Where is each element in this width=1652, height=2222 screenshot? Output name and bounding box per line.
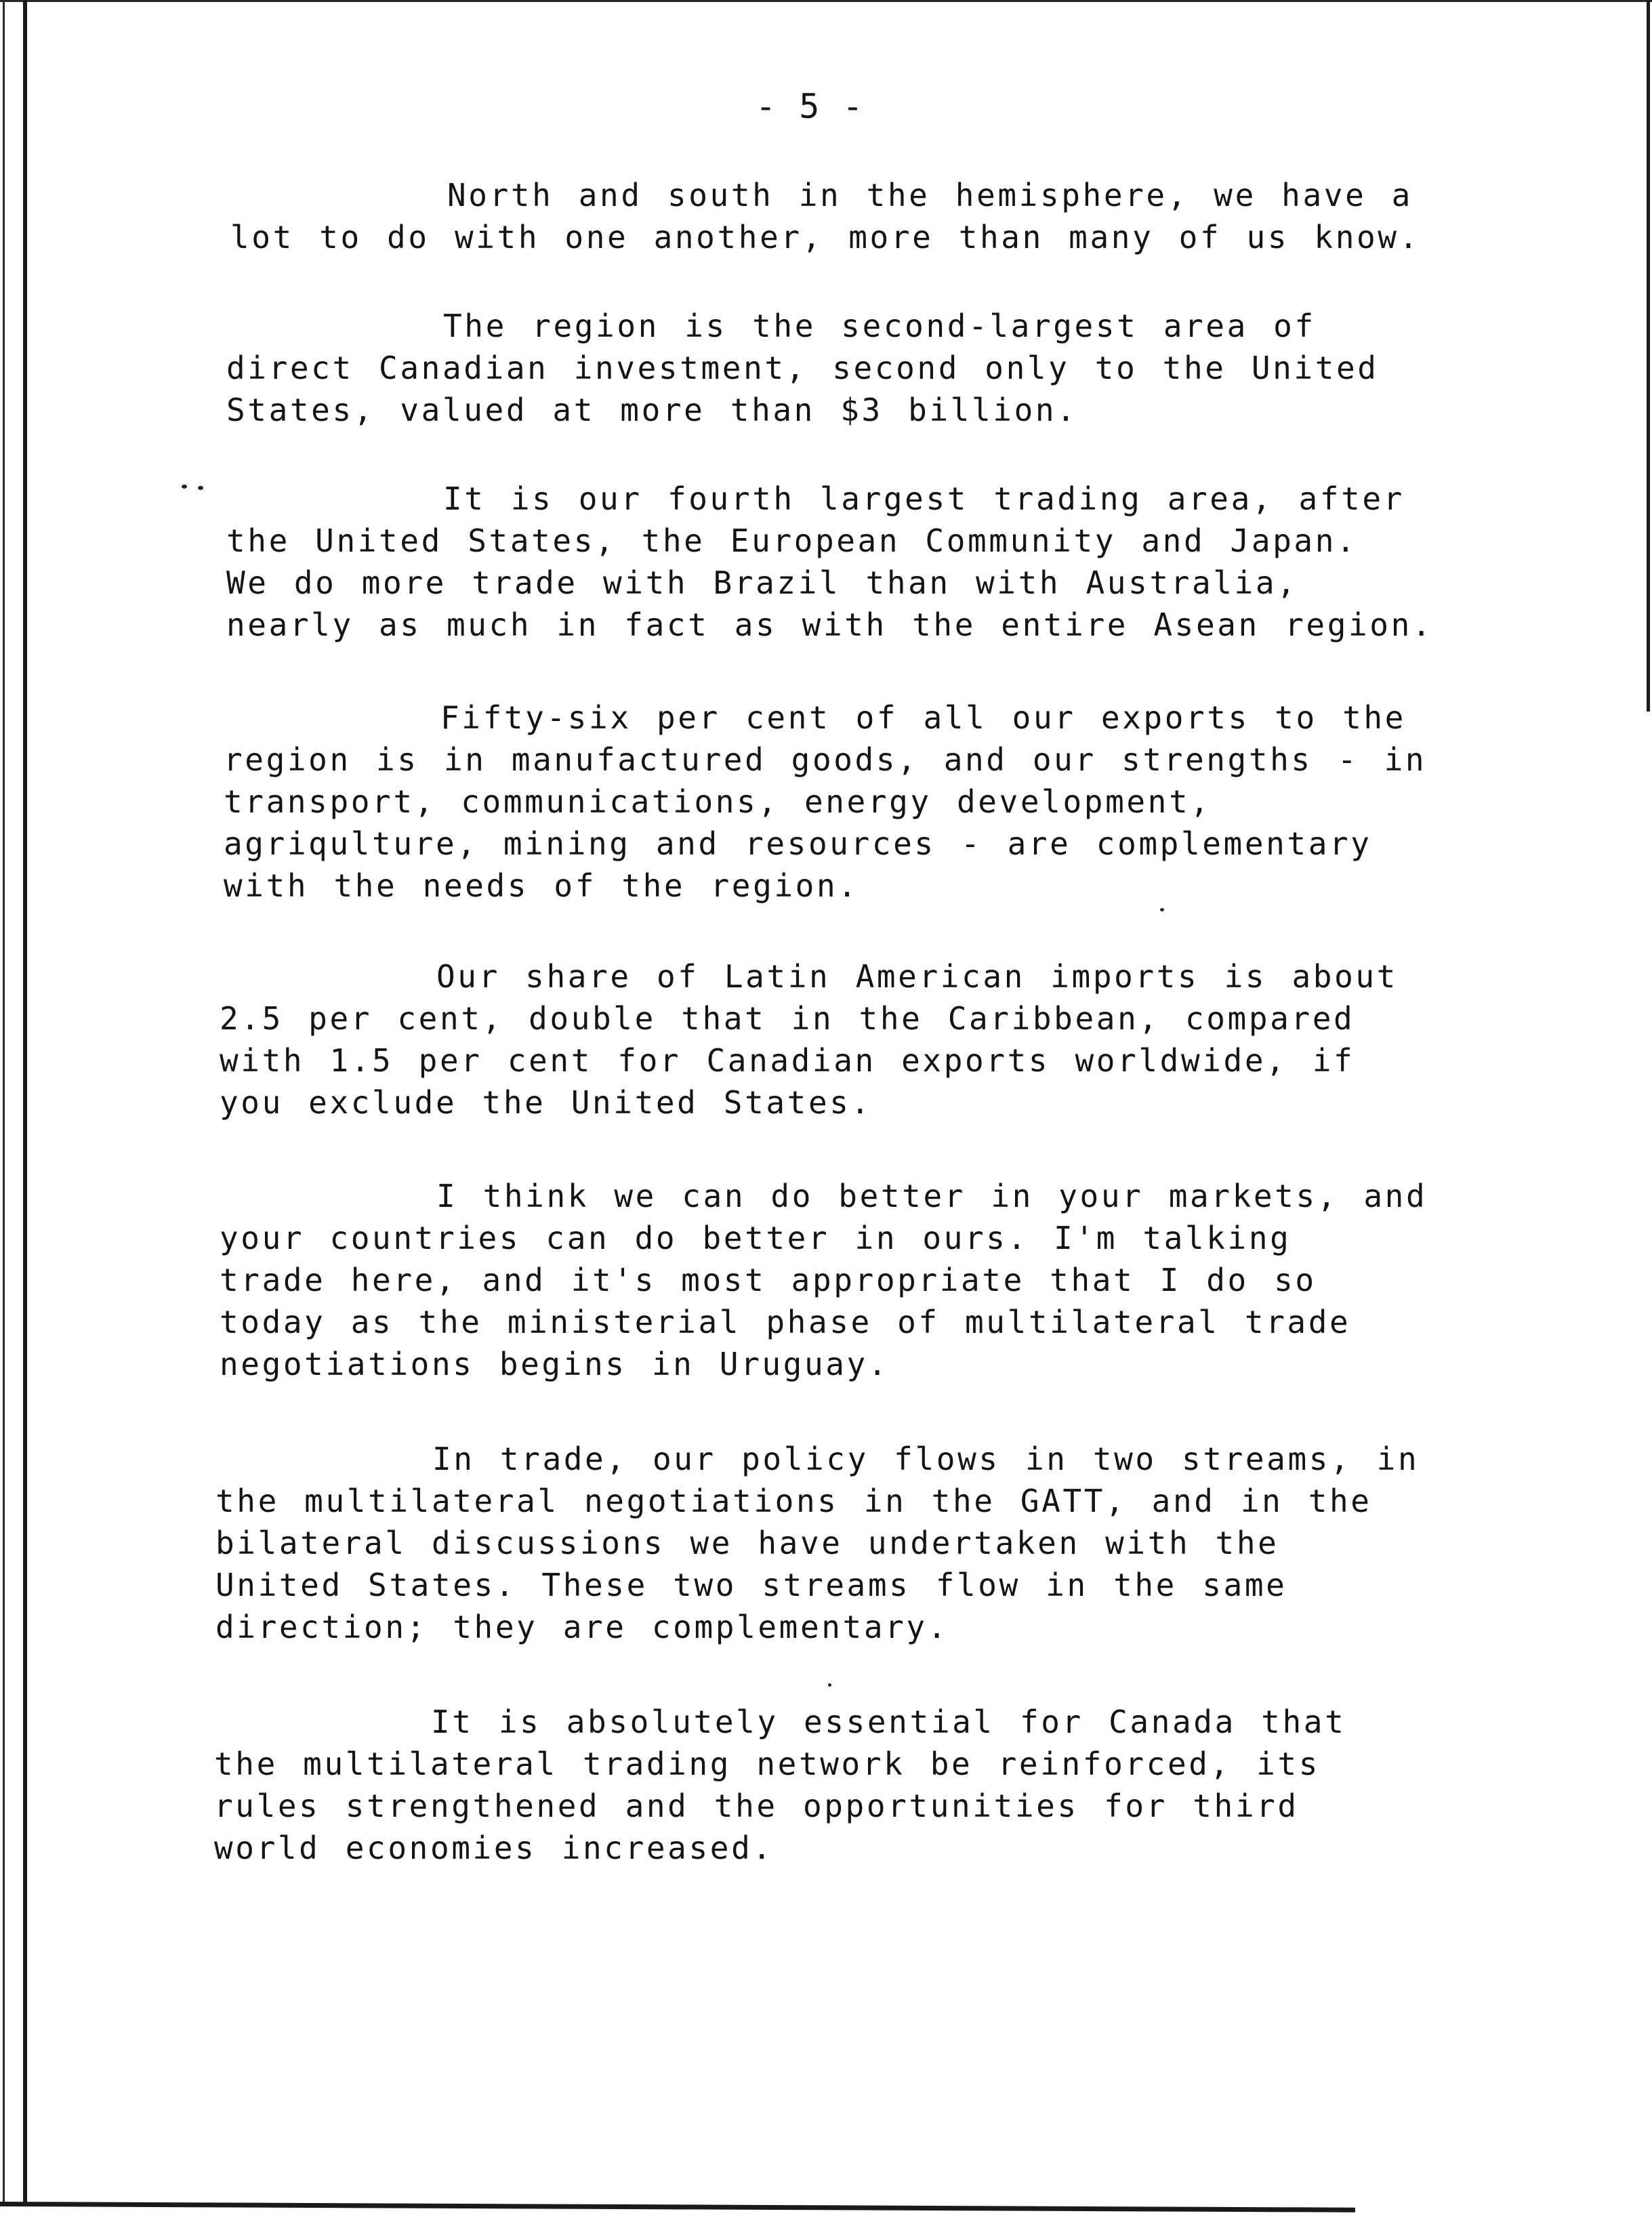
paragraph-6 xyxy=(220,1175,1428,1385)
scan-speck xyxy=(1160,908,1164,911)
scan-speck xyxy=(182,485,187,489)
paragraph-7 xyxy=(215,1438,1420,1648)
text-line: direction; they are complementary. xyxy=(215,1609,949,1645)
scan-left-edge xyxy=(23,0,27,2202)
text-line: today as the ministerial phase of multilateral trade xyxy=(220,1304,1351,1340)
text-line: direct Canadian investment, second only to the United xyxy=(226,350,1379,386)
text-line: you exclude the United States. xyxy=(220,1084,872,1121)
text-line: bilateral discussions we have undertaken with the xyxy=(215,1525,1279,1561)
text-line: The region is the second-largest area of xyxy=(443,308,1316,344)
text-line: negotiations begins in Uruguay. xyxy=(220,1346,890,1382)
scan-right-edge xyxy=(1647,0,1650,712)
text-line: your countries can do better in ours. I'm talking xyxy=(220,1220,1292,1256)
text-line: Fifty-six per cent of all our exports to the xyxy=(440,699,1406,736)
text-line: United States. These two streams flow in the same xyxy=(215,1567,1287,1603)
text-line: world economies increased. xyxy=(214,1830,774,1866)
text-line: the multilateral negotiations in the GATT, and in the xyxy=(215,1483,1372,1519)
text-line: We do more trade with Brazil than with Australia, xyxy=(226,564,1298,601)
text-line: the multilateral trading network be reinforced, its xyxy=(214,1746,1321,1782)
text-line: rules strengthened and the opportunities for third xyxy=(214,1788,1299,1824)
paragraph-1 xyxy=(230,174,1423,258)
text-line: trade here, and it's most appropriate that I do so xyxy=(220,1262,1317,1298)
text-line: with the needs of the region. xyxy=(224,867,859,904)
scan-bottom-edge xyxy=(0,2202,1355,2213)
text-line: agriqulture, mining and resources - are complementary xyxy=(224,825,1372,862)
text-line: with 1.5 per cent for Canadian exports worldwide, if xyxy=(220,1042,1355,1079)
paragraph-3 xyxy=(226,478,1434,646)
text-line: region is in manufactured goods, and our strengths - in xyxy=(224,741,1427,778)
text-line: In trade, our policy flows in two streams, in xyxy=(432,1441,1420,1477)
text-line: Our share of Latin American imports is about xyxy=(436,958,1398,995)
text-line: transport, communications, energy development, xyxy=(224,783,1212,820)
text-line: It is our fourth largest trading area, after xyxy=(443,480,1405,517)
page-number: - 5 - xyxy=(756,87,865,126)
paragraph-8 xyxy=(214,1701,1407,1869)
text-line: I think we can do better in your markets, and xyxy=(436,1178,1428,1214)
text-line: lot to do with one another, more than many of us know. xyxy=(230,219,1420,255)
paragraph-5 xyxy=(220,955,1412,1124)
text-line: nearly as much in fact as with the entire Asean region. xyxy=(226,606,1434,643)
text-line: North and south in the hemisphere, we have a xyxy=(447,177,1413,213)
scan-left-edge-outer xyxy=(3,0,5,2202)
text-line: 2.5 per cent, double that in the Caribbean, compared xyxy=(220,1000,1355,1037)
text-line: the United States, the European Community and Japan. xyxy=(226,522,1358,559)
scan-speck xyxy=(828,1683,831,1687)
scan-top-edge xyxy=(0,0,1652,2)
paragraph-2 xyxy=(226,305,1419,431)
paragraph-4 xyxy=(224,697,1427,907)
text-line: States, valued at more than $3 billion. xyxy=(226,392,1078,428)
scan-speck xyxy=(198,486,203,490)
text-line: It is absolutely essential for Canada that xyxy=(431,1704,1346,1740)
